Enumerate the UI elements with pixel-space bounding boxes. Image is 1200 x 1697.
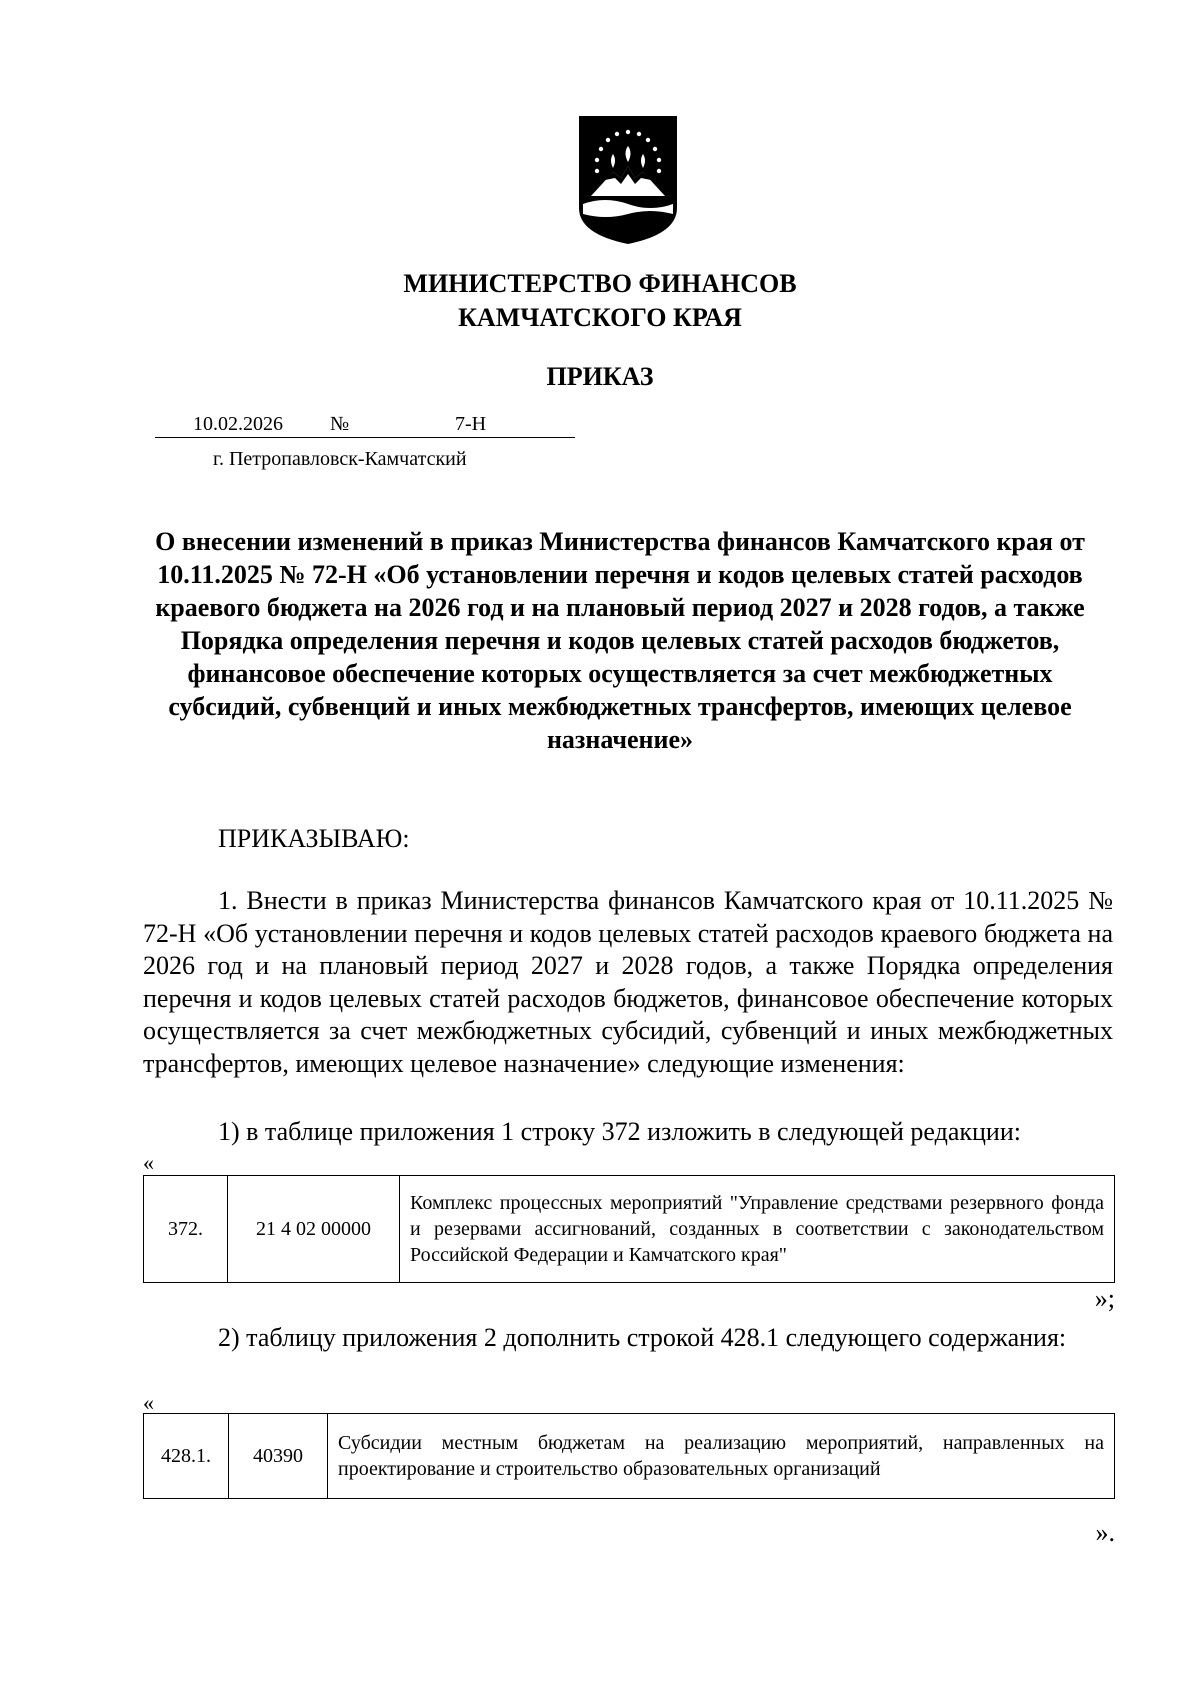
table-appendix-2 xyxy=(143,1413,1115,1499)
row-number-cell: 372. xyxy=(144,1176,228,1283)
ministry-name-line2: КАМЧАТСКОГО КРАЯ xyxy=(458,303,742,332)
item-2-text: 2) таблицу приложения 2 дополнить строкой 428.1 следующего содержания: xyxy=(218,1323,1067,1352)
item-1-text: 1) в таблице приложения 1 строку 372 изложить в следующей редакции: xyxy=(218,1117,1021,1146)
decree-word: ПРИКАЗЫВАЮ: xyxy=(218,824,410,853)
row-description-cell: Комплекс процессных мероприятий "Управление средствами резервного фонда и резервами ассигнований, созданных в соответствии с законодательством Российской Федерации и Камчатского края" xyxy=(400,1176,1115,1283)
quote-close-2: ». xyxy=(1095,1518,1115,1547)
date-number-line xyxy=(155,411,575,438)
order-subject: О внесении изменений в приказ Министерства финансов Камчатского края от 10.11.2025 № 72-Н «Об установлении перечня и кодов целевых статей расходов краевого бюджета на 2026 год и на плановый период 2027 и 2028 годов, а также Порядка определения перечня и кодов целевых статей расходов бюджетов, финансовое обеспечение которых осуществляется за счет межбюджетных субсидий, субвенций и иных межбюджетных трансфертов, имеющих целевое назначение» xyxy=(155,527,1085,754)
row-code-cell: 40390 xyxy=(229,1414,328,1499)
order-number: 7-Н xyxy=(455,413,487,435)
quote-close-1: »; xyxy=(1094,1284,1115,1313)
coat-of-arms-emblem xyxy=(575,112,681,246)
order-date: 10.02.2026 xyxy=(193,413,283,435)
table-row xyxy=(144,1414,1115,1499)
city-name: г. Петропавловск-Камчатский xyxy=(213,448,467,470)
quote-open-1: « xyxy=(143,1150,154,1175)
ministry-name-line1: МИНИСТЕРСТВО ФИНАНСОВ xyxy=(403,269,797,298)
row-description-cell: Субсидии местным бюджетам на реализацию мероприятий, направленных на проектирование и строительство образовательных организаций xyxy=(328,1414,1115,1499)
paragraph-1: 1. Внести в приказ Министерства финансов Камчатского края от 10.11.2025 № 72-Н «Об установлении перечня и кодов целевых статей расходов краевого бюджета на 2026 год и на плановый период 2027 и 2028 годов, а также Порядка определения перечня и кодов целевых статей расходов бюджетов, финансовое обеспечение которых осуществляется за счет межбюджетных субсидий, субвенций и иных межбюджетных трансфертов, имеющих целевое назначение» следующие изменения: xyxy=(143,886,1113,1078)
number-sign: № xyxy=(330,413,350,435)
document-type-title: ПРИКАЗ xyxy=(546,362,654,391)
quote-open-2: « xyxy=(143,1390,154,1415)
table-row xyxy=(144,1176,1115,1283)
row-code-cell: 21 4 02 00000 xyxy=(228,1176,400,1283)
row-number-cell: 428.1. xyxy=(144,1414,229,1499)
table-appendix-1 xyxy=(143,1175,1115,1283)
